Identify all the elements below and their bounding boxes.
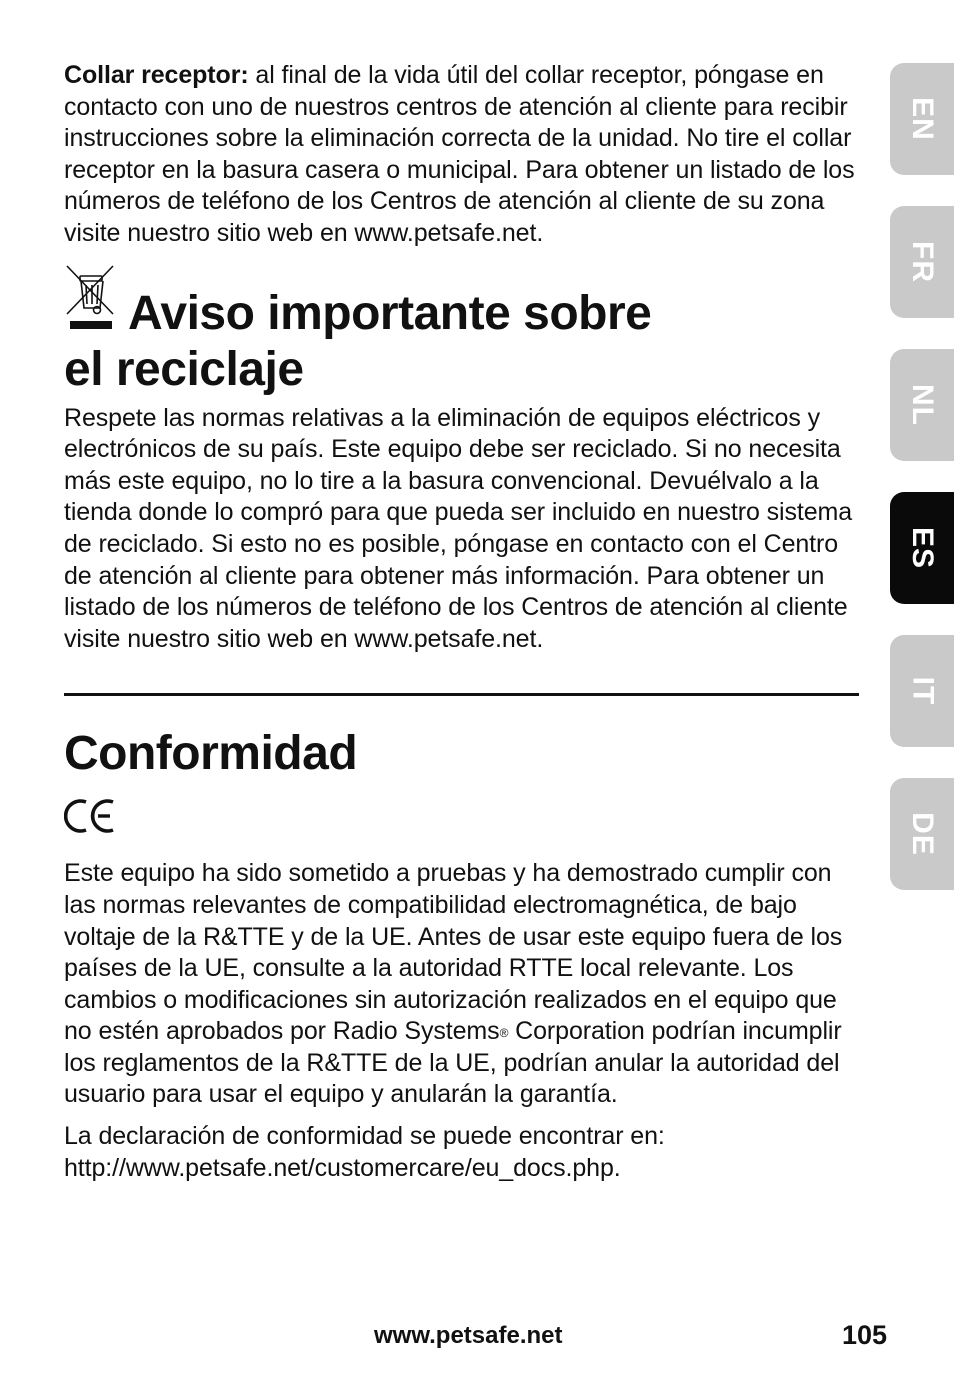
- tab-it[interactable]: [890, 635, 954, 747]
- crossed-out-wheelie-bin-icon: [64, 264, 118, 334]
- page-number: 105: [842, 1320, 888, 1350]
- tab-de-label: DE: [906, 812, 939, 856]
- conformity-body-part1: Este equipo ha sido sometido a pruebas y ha demostrado cumplir con las normas relevantes de compatibilidad electromagnética, de bajo voltaje de la R&TTE y de la UE. Antes de usar este equipo fuera de los países de la UE, consulte a la autoridad RTTE local relevante. Los cambios o modificaciones sin autorización realizados en el equipo que no estén aprobados por Radio Systems: [64, 859, 843, 1046]
- tab-es-label: ES: [906, 526, 939, 570]
- page-content: [64, 60, 859, 1184]
- tab-en[interactable]: [890, 63, 954, 175]
- declaration-line1: La declaración de conformidad se puede encontrar en:: [64, 1122, 665, 1151]
- declaration-url: http://www.petsafe.net/customercare/eu_docs.php.: [64, 1153, 621, 1182]
- conformity-title: Conformidad: [64, 727, 358, 781]
- conformity-body: [64, 858, 859, 1111]
- tab-es[interactable]: [890, 492, 954, 604]
- section-divider: [64, 693, 859, 696]
- tab-nl-label: NL: [906, 384, 939, 426]
- tab-en-label: EN: [906, 97, 939, 141]
- conformity-body-part2: Corporation podrían incumplir los reglamentos de la R&TTE de la UE, podrían anular la autoridad del usuario para usar el equipo y anularán la garantía.: [64, 1017, 842, 1109]
- recycling-body: Respete las normas relativas a la eliminación de equipos eléctricos y electrónicos de su país. Este equipo debe ser reciclado. Si no necesita más este equipo, no lo tire a la basura convencional. Devuélvalo a la tienda donde lo compró para que pueda ser incluido en nuestro sistema de reciclado. Si esto no es posible, póngase en contacto con el Centro de atención al cliente para obtener más información. Para obtener un listado de los números de teléfono de los Centros de atención al cliente visite nuestro sitio web en www.petsafe.net.: [64, 403, 853, 653]
- tab-fr[interactable]: [890, 206, 954, 318]
- ce-mark-icon: [64, 796, 118, 836]
- tab-fr-label: FR: [906, 241, 939, 283]
- collar-label: Collar receptor:: [64, 61, 249, 89]
- tab-de[interactable]: [890, 778, 954, 890]
- registered-mark: ®: [499, 1026, 509, 1041]
- tab-nl[interactable]: [890, 349, 954, 461]
- footer-url[interactable]: www.petsafe.net: [374, 1322, 563, 1349]
- recycling-title-line1: Aviso importante sobre: [128, 286, 652, 340]
- recycling-heading: [64, 264, 859, 397]
- declaration-paragraph: [64, 1121, 859, 1184]
- collar-text: al final de la vida útil del collar receptor, póngase en contacto con uno de nuestros centros de atención al cliente para recibir instrucciones sobre la eliminación correcta de la unidad. No tire el collar receptor en la basura casera o municipal. Para obtener un listado de los números de teléfono de los Centros de atención al cliente de su zona visite nuestro sitio web en www.petsafe.net.: [64, 61, 855, 247]
- tab-it-label: IT: [905, 676, 939, 706]
- collar-paragraph: [64, 60, 859, 250]
- recycling-title-line2: el reciclaje: [64, 342, 304, 396]
